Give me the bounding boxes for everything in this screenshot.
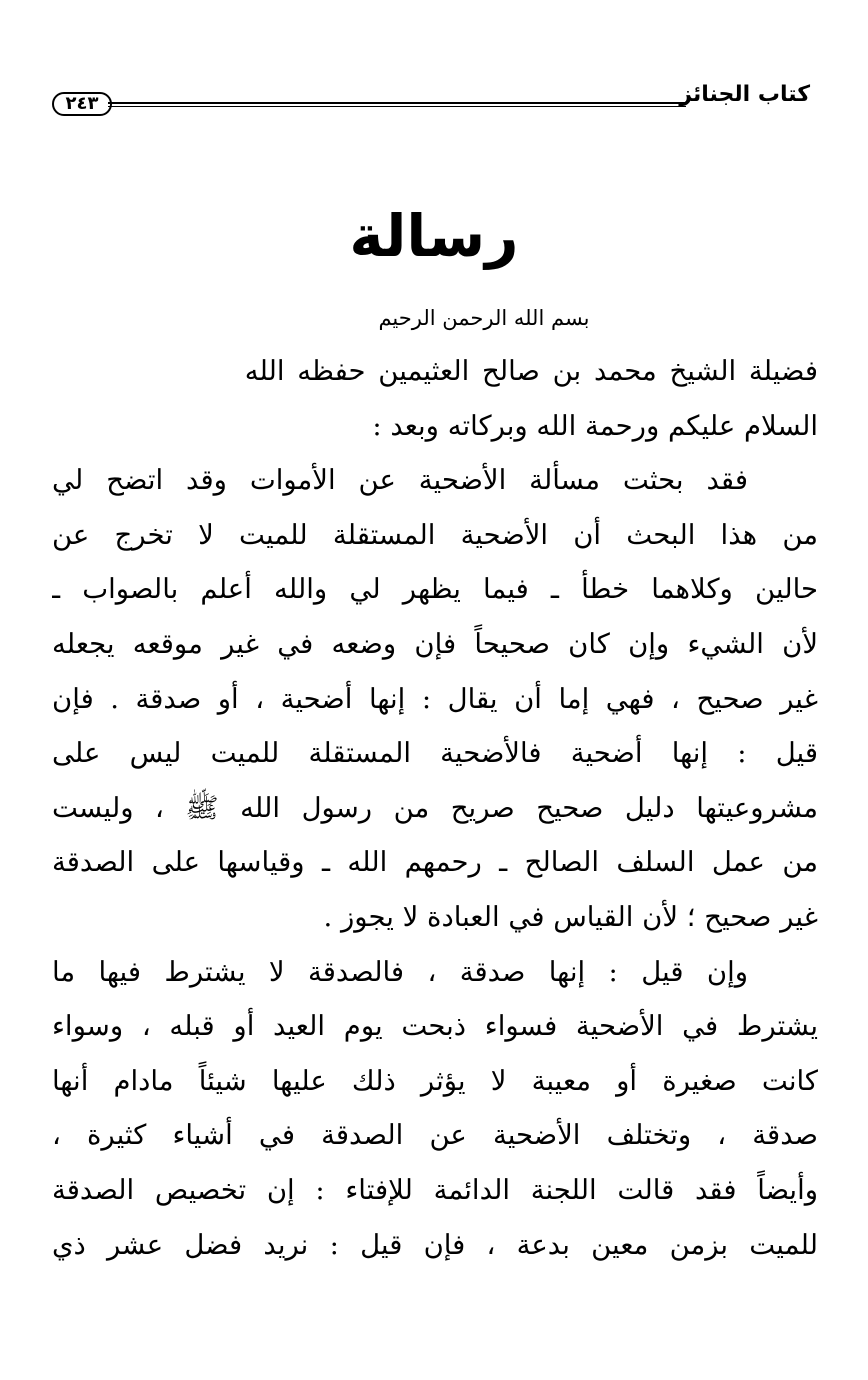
page-number-frame (52, 92, 112, 116)
running-header (52, 80, 810, 120)
body-line: حالين وكلاهما خطأ ـ فيما يظهر لي والله أعلم بالصواب ـ (52, 573, 818, 606)
page-number: ٢٤٣ (65, 93, 99, 114)
greeting-line: السلام عليكم ورحمة الله وبركاته وبعد : (372, 409, 818, 442)
body-line: غير صحيح ؛ لأن القياس في العبادة لا يجوز . (323, 900, 818, 933)
letter-body (52, 344, 818, 1272)
addressee-line: فضيلة الشيخ محمد بن صالح العثيمين حفظه الله (244, 355, 818, 387)
body-line: فقد بحثت مسألة الأضحية عن الأموات وقد اتضح لي (52, 464, 748, 497)
header-rule (108, 102, 686, 107)
body-line: صدقة ، وتختلف الأضحية عن الصدقة في أشياء كثيرة ، (52, 1119, 818, 1152)
body-line: قيل : إنها أضحية فالأضحية المستقلة للميت ليس على (52, 737, 818, 770)
body-line: لأن الشيء وإن كان صحيحاً فإن وضعه في غير موقعه يجعله (52, 627, 818, 660)
letter-title: رسالة (349, 202, 519, 270)
basmala: بسم الله الرحمن الرحيم (378, 306, 590, 330)
body-line: يشترط في الأضحية فسواء ذبحت يوم العيد أو قبله ، وسواء (52, 1010, 818, 1043)
body-line: وأيضاً فقد قالت اللجنة الدائمة للإفتاء : إن تخصيص الصدقة (52, 1173, 818, 1206)
body-line: من هذا البحث أن الأضحية المستقلة للميت لا تخرج عن (52, 518, 818, 551)
body-line: من عمل السلف الصالح ـ رحمهم الله ـ وقياسها على الصدقة (52, 846, 818, 879)
chapter-title: كتاب الجنائز (679, 82, 810, 107)
body-line: وإن قيل : إنها صدقة ، فالصدقة لا يشترط فيها ما (52, 955, 748, 988)
body-line: كانت صغيرة أو معيبة لا يؤثر ذلك عليها شيئاً مادام أنها (52, 1064, 818, 1097)
body-line: مشروعيتها دليل صحيح صريح من رسول الله ﷺ ، وليست (52, 791, 818, 824)
body-line: للميت بزمن معين بدعة ، فإن قيل : نريد فضل عشر ذي (52, 1228, 818, 1261)
body-line: غير صحيح ، فهي إما أن يقال : إنها أضحية ، أو صدقة . فإن (52, 682, 818, 715)
